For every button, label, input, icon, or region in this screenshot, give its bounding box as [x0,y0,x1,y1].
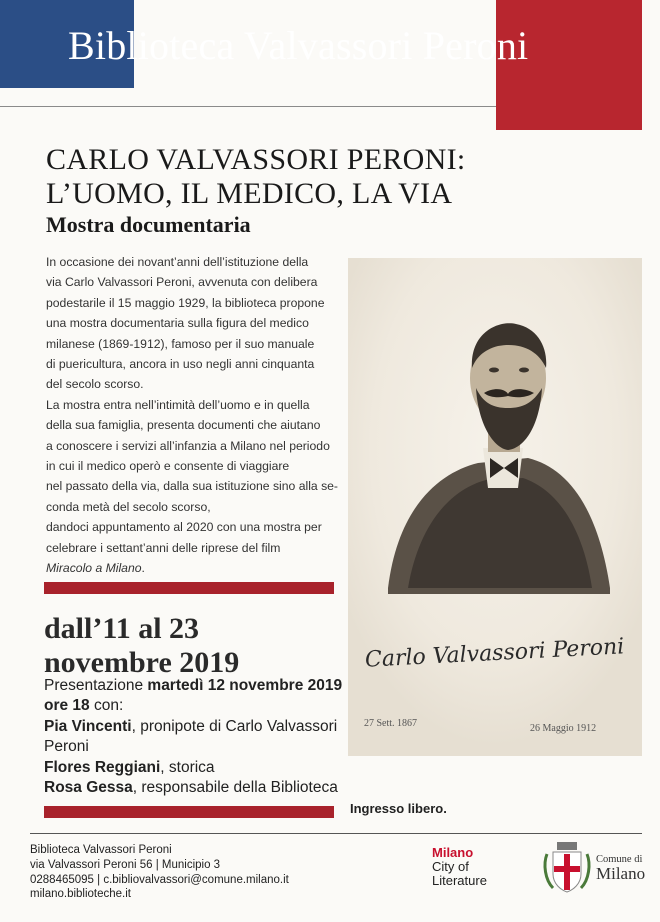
library-title: Biblioteca Valvassori Peroni [68,23,529,68]
portrait-signature: Carlo Valvassori Peroni [364,634,625,673]
presentation-date: martedì 12 novembre 2019 [147,677,343,694]
film-title: Miracolo a Milano [46,561,142,576]
intro-line: celebrare i settant’anni delle riprese del film [46,540,281,555]
red-divider-bar [44,806,334,818]
dates-line2: novembre 2019 [44,646,240,679]
footer-line: via Valvassori Peroni 56 | Municipio 3 [30,858,221,871]
presentation-info: Presentazione martedì 12 novembre 2019 ore 18 con: Pia Vincenti, pronipote di Carlo Valvassori Peroni Flores Reggiani, storica Rosa Gessa, responsabile della Biblioteca [44,677,343,797]
footer-divider [30,833,642,834]
intro-line: del secolo scorso. [46,377,144,392]
exhibition-title-line1: CARLO VALVASSORI PERONI: [46,143,466,176]
intro-line: nel passato della via, dalla sua istituzione sino alla se- [46,479,338,494]
exhibition-dates [44,612,239,680]
exhibition-subtitle: Mostra documentaria [46,212,251,237]
portrait-photo [348,258,642,756]
intro-line: in cui il medico operò e consente di viaggiare [46,459,290,474]
intro-line: conda metà del secolo scorso, [46,499,211,514]
footer-line: Biblioteca Valvassori Peroni [30,844,172,856]
exhibition-title-line2: L’UOMO, IL MEDICO, LA VIA [46,177,453,210]
intro-line: della sua famiglia, presenta documenti che aiutano [46,418,321,433]
intro-line: La mostra entra nell’intimità dell’uomo e in quella [46,397,310,412]
intro-line: podestarile il 15 maggio 1929, la biblioteca propone [46,295,325,310]
admission-note: Ingresso libero. [350,801,447,816]
footer-line: 0288465095 | c.bibliovalvassori@comune.milano.it [30,873,289,886]
intro-line: una mostra documentaria sulla figura del medico [46,316,309,331]
intro-line: milanese (1869-1912), famoso per il suo manuale [46,336,315,351]
intro-line: dandoci appuntamento al 2020 con una mostra per [46,520,322,535]
dates-line1: dall’11 al 23 [44,612,200,645]
speaker-name: Rosa Gessa [44,779,133,797]
death-date: 26 Maggio 1912 [530,723,597,734]
milano-city-of-literature-logo: Milano City of Literature [432,845,487,888]
intro-line: di puericultura, ancora in uso negli anni cinquanta [46,357,315,372]
speaker-name: Pia Vincenti [44,717,132,735]
speaker-name: Flores Reggiani [44,758,161,776]
intro-line: via Carlo Valvassori Peroni, avvenuta con delibera [46,275,318,290]
intro-text: In occasione dei novant’anni dell’istituzione della via Carlo Valvassori Peroni, avvenuta con delibera podestarile il 15 maggio 1929, la biblioteca propone una mostra documentaria sulla figura del medico milanese (1869-1912), famoso per il suo manuale di puericultura, ancora in uso negli anni cinquanta del secolo scorso. La mostra entra nell’intimità dell’uomo e in quella della sua famiglia, presenta documenti che aiutano a conoscere i servizi all’infanzia a Milano nel periodo in cui il medico operò e consente di viaggiare nel passato della via, dalla sua istituzione sino alla se- conda metà del secolo scorso, dandoci appuntamento al 2020 con una mostra per celebrare i settant’anni delle riprese del film Miracolo a Milano. [46,252,346,579]
intro-line: a conoscere i servizi all’infanzia a Milano nel periodo [46,438,330,453]
portrait-illustration [348,258,642,756]
comune-di-milano-text: Comune di Milano [596,854,646,883]
intro-line: In occasione dei novant’anni dell’istituzione della [46,255,309,269]
footer-link[interactable]: milano.biblioteche.it [30,888,132,901]
birth-date: 27 Sett. 1867 [364,718,418,729]
presentation-time: ore 18 [44,697,90,715]
footer-address [30,843,289,902]
red-divider-bar [44,582,334,594]
header-divider [0,106,496,107]
exhibition-title [46,143,466,211]
city-crest-icon [541,842,593,896]
